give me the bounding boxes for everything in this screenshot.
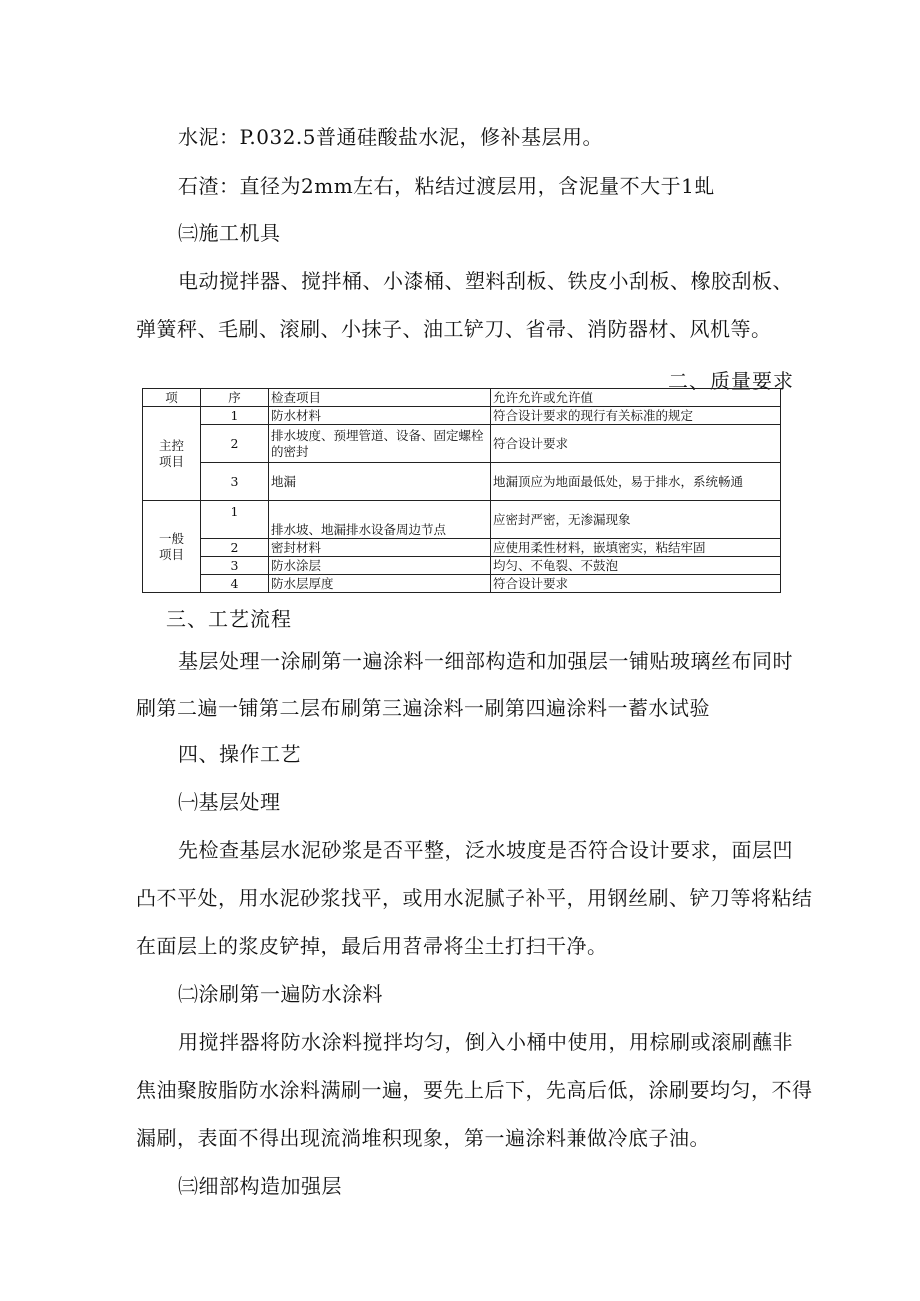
- cell-seq: 3: [201, 463, 269, 501]
- subheading-base-treatment: ㈠基层处理: [178, 790, 281, 814]
- cell-seq: 3: [201, 557, 269, 575]
- header-allow: 允许允许或允许值: [491, 389, 781, 407]
- cell-check: 密封材料: [269, 539, 491, 557]
- heading-tools: ㈢施工机具: [178, 221, 281, 245]
- table-row: [143, 501, 781, 539]
- cell-allow: 符合设计要求的现行有关标准的规定: [491, 407, 781, 425]
- header-seq: 序: [201, 389, 269, 407]
- subheading-first-coat: ㈡涂刷第一遍防水涂料: [178, 982, 383, 1006]
- base-treatment-line2: 凸不平处，用水泥砂浆找平，或用水泥腻子补平，用钢丝刷、铲刀等将粘结: [136, 886, 813, 910]
- section-title-operation: 四、操作工艺: [178, 742, 301, 766]
- base-treatment-line3: 在面层上的浆皮铲掉，最后用苕帚将尘土打扫干净。: [136, 934, 608, 958]
- cell-allow: 符合设计要求: [491, 425, 781, 463]
- first-coat-line2: 焦油聚胺脂防水涂料满刷一遍，要先上后下，先高后低，涂刷要均匀，不得: [136, 1078, 813, 1102]
- cell-check: 防水材料: [269, 407, 491, 425]
- process-line1: 基层处理一涂刷第一遍涂料一细部构造和加强层一铺贴玻璃丝布同时: [178, 649, 793, 673]
- group-label-general: [143, 501, 201, 593]
- cell-seq: 2: [201, 539, 269, 557]
- cell-check: 防水涂层: [269, 557, 491, 575]
- cell-allow: 均匀、不龟裂、不鼓泡: [491, 557, 781, 575]
- section-title-process: 三、工艺流程: [166, 607, 292, 631]
- paragraph-tools-line1: 电动搅拌器、搅拌桶、小漆桶、塑料刮板、铁皮小刮板、橡胶刮板、: [178, 269, 793, 293]
- base-treatment-line1: 先检查基层水泥砂浆是否平整，泛水坡度是否符合设计要求，面层凹: [178, 838, 793, 862]
- group-label-line: 一般: [158, 530, 184, 546]
- table-row: [143, 557, 781, 575]
- cell-seq: 1: [201, 407, 269, 425]
- group-label-main: [143, 407, 201, 501]
- cell-check: 地漏: [269, 463, 491, 501]
- section-title-quality: 二、质量要求: [668, 369, 794, 393]
- paragraph-cement: 水泥：P.032.5普通硅酸盐水泥，修补基层用。: [178, 125, 604, 149]
- table-row: [143, 539, 781, 557]
- quality-table: [142, 388, 781, 593]
- header-check: 检查项目: [269, 389, 491, 407]
- cell-allow: 应密封严密，无渗漏现象: [491, 501, 781, 539]
- first-coat-line1: 用搅拌器将防水涂料搅拌均匀，倒入小桶中使用，用棕刷或滚刷蘸非: [178, 1030, 793, 1054]
- first-coat-line3: 漏刷，表面不得出现流淌堆积现象，第一遍涂料兼做冷底子油。: [136, 1126, 710, 1150]
- table-row: [143, 463, 781, 501]
- table-row: [143, 407, 781, 425]
- table-header-row: [143, 389, 781, 407]
- group-label-line: 项目: [158, 453, 184, 469]
- header-item: 项: [143, 389, 201, 407]
- cell-check: 防水层厚度: [269, 575, 491, 593]
- table-row: [143, 575, 781, 593]
- subheading-detail-reinforcement: ㈢细部构造加强层: [178, 1174, 342, 1198]
- cell-seq: 1: [201, 501, 269, 539]
- cell-seq: 2: [201, 425, 269, 463]
- process-line2: 刷第二遍一铺第二层布刷第三遍涂料一刷第四遍涂料一蓄水试验: [136, 696, 710, 720]
- cell-allow: 地漏顶应为地面最低处，易于排水，系统畅通: [491, 463, 781, 501]
- table-row: [143, 425, 781, 463]
- cell-check: 排水坡、地漏排水设备周边节点: [269, 501, 491, 539]
- cell-allow: 应使用柔性材料，嵌填密实，粘结牢固: [491, 539, 781, 557]
- paragraph-gravel: 石渣：直径为2mm左右，粘结过渡层用，含泥量不大于1虬: [178, 174, 715, 198]
- cell-check: 排水坡度、预埋管道、设备、固定螺栓的密封: [269, 425, 491, 463]
- paragraph-tools-line2: 弹簧秤、毛刷、滚刷、小抹子、油工铲刀、省帚、消防器材、风机等。: [136, 317, 772, 341]
- group-label-line: 项目: [158, 546, 184, 562]
- cell-seq: 4: [201, 575, 269, 593]
- group-label-line: 主控: [158, 437, 184, 453]
- cell-allow: 符合设计要求: [491, 575, 781, 593]
